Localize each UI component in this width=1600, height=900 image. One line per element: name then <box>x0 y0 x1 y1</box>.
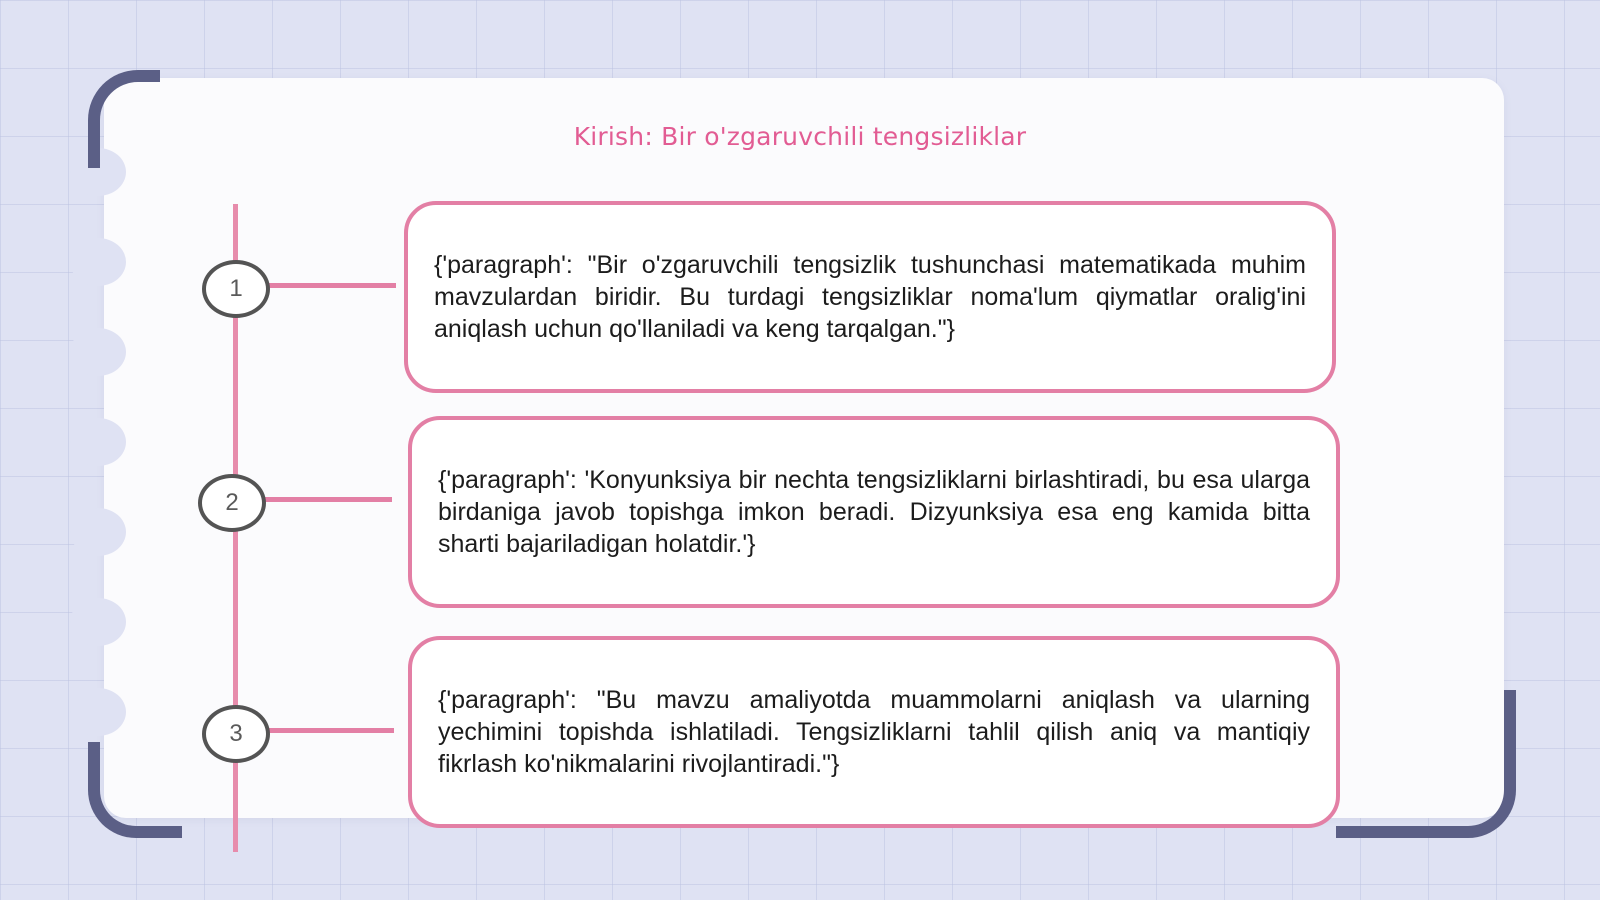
timeline-connector <box>262 497 392 502</box>
page-edge-notch <box>70 598 126 646</box>
page-edge-notch <box>70 508 126 556</box>
page-edge-notch <box>70 688 126 736</box>
step-1-number: 1 <box>202 260 270 318</box>
corner-bracket-top-left <box>88 70 160 168</box>
page-edge-notch <box>70 418 126 466</box>
step-3-card <box>408 636 1340 828</box>
slide-title: Kirish: Bir o'zgaruvchili tengsizliklar <box>573 122 1027 151</box>
step-3-number: 3 <box>202 705 270 763</box>
timeline-connector <box>266 283 396 288</box>
page-edge-notch <box>70 328 126 376</box>
corner-bracket-bottom-right <box>1336 690 1516 838</box>
step-1-paragraph: {'paragraph': "Bir o'zgaruvchili tengsizlik tushunchasi matematikada muhim mavzulardan biridir. Bu turdagi tengsizliklar noma'lum qiymatlar oralig'ini aniqlash uchun qo'llaniladi va keng tarqalgan."} <box>434 251 1306 343</box>
step-2-card <box>408 416 1340 608</box>
corner-bracket-bottom-left <box>88 742 182 838</box>
step-1-card <box>404 201 1336 393</box>
step-3-paragraph: {'paragraph': "Bu mavzu amaliyotda muammolarni aniqlash va ularning yechimini topishda ishlatiladi. Tengsizliklarni tahlil qilish aniq va mantiqiy fikrlash ko'nikmalarini rivojlantiradi."} <box>438 686 1310 778</box>
step-2-number: 2 <box>198 474 266 532</box>
timeline-connector <box>266 728 394 733</box>
page-edge-notch <box>70 238 126 286</box>
step-2-paragraph: {'paragraph': 'Konyunksiya bir nechta tengsizliklarni birlashtiradi, bu esa ularga birdaniga javob topishga imkon beradi. Dizyunksiya esa eng kamida bitta sharti bajariladigan holatdir.'} <box>438 466 1310 558</box>
